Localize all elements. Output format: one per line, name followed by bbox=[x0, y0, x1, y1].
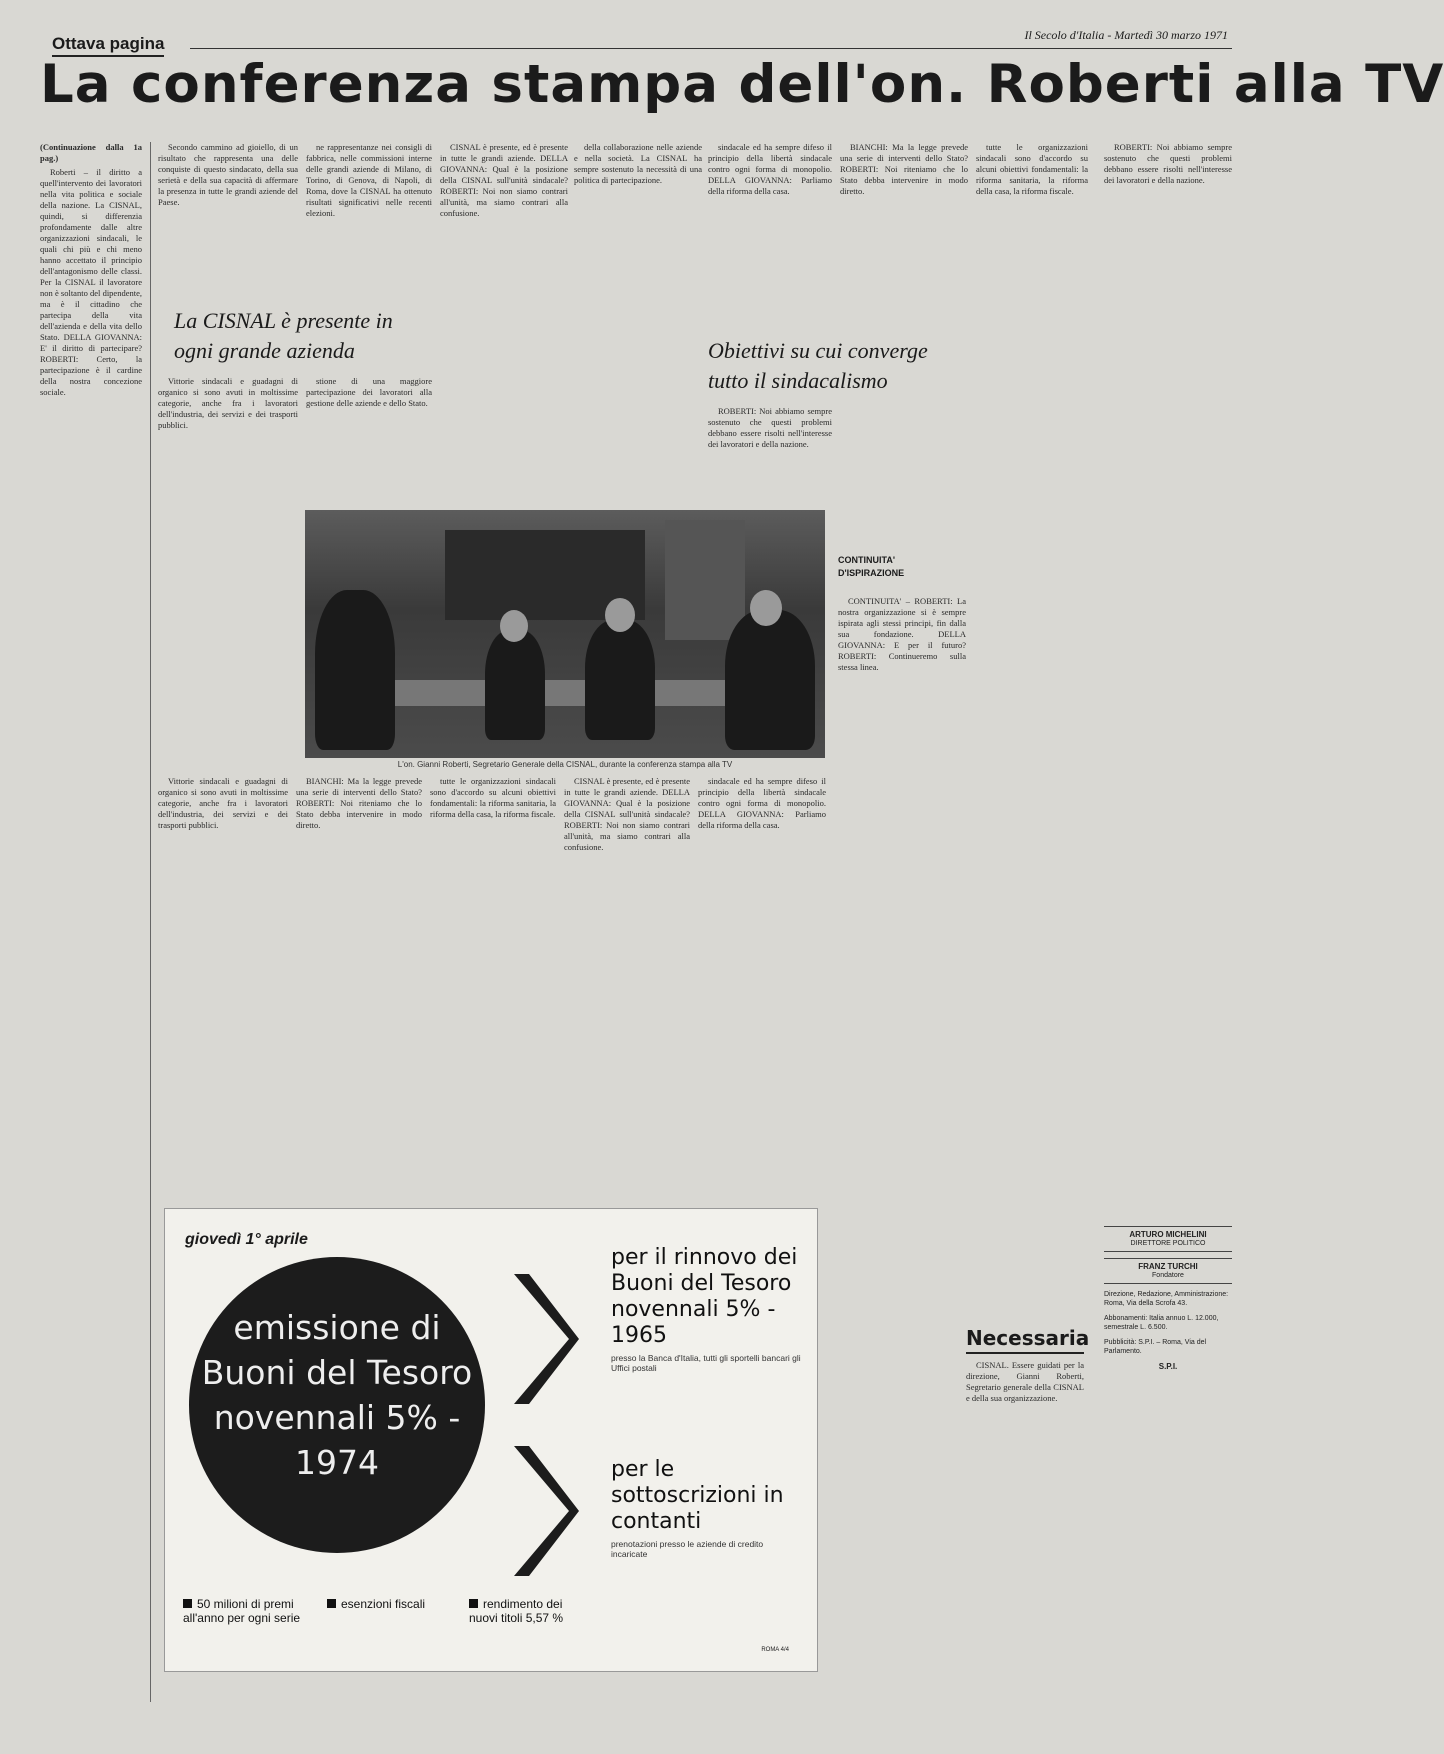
ad-feature-tax bbox=[327, 1597, 467, 1611]
column-text: BIANCHI: Ma la legge prevede una serie di interventi dello Stato? ROBERTI: Noi riteniamo che lo Stato debba intervenire in modo diretto. bbox=[840, 142, 968, 196]
article-column-1 bbox=[40, 142, 142, 1702]
subhead-cisnal: La CISNAL è presente in ogni grande azienda bbox=[174, 308, 393, 363]
ad-feature-yield bbox=[469, 1597, 589, 1625]
press-conference-photo bbox=[305, 510, 825, 758]
column-text: CISNAL è presente, ed è presente in tutte le grandi aziende. DELLA GIOVANNA: Qual è la posizione della CISNAL sull'unità sindacale? ROBERTI: Noi non siamo contrari all'unità, ma siamo contrari alla confusione. bbox=[440, 142, 568, 218]
column-text: Roberti – il diritto a quell'intervento dei lavoratori nella vita politica e sociale della nazione. La CISNAL, quindi, si differenzia profondamente dalle altre organizzazioni sindacali, le quali chi più e chi meno hanno accettato il principio dell'antagonismo delle classi. Per la CISNAL il lavoratore non è soltanto del dipendente, ma è il cittadino che partecipa della vita dell'azienda e della vita dello Stato. DELLA GIOVANNA: E' il diritto di partecipare? ROBERTI: Certo, la partecipazione è il cardine della nostra concezione sociale. bbox=[40, 167, 142, 397]
article-column-7 bbox=[708, 142, 832, 322]
ad-subscription-title: per le sottoscrizioni in contanti bbox=[611, 1457, 784, 1534]
column-text: BIANCHI: Ma la legge prevede una serie di interventi dello Stato? ROBERTI: Noi riteniamo che lo Stato debba intervenire in modo diretto. bbox=[296, 776, 422, 830]
article-column-9 bbox=[840, 142, 968, 542]
imprint-founder bbox=[1104, 1258, 1232, 1284]
subhead-continuita: CONTINUITA' D'ISPIRAZIONE bbox=[838, 555, 905, 578]
ad-renewal-title: per il rinnovo dei Buoni del Tesoro novennali 5% - 1965 bbox=[611, 1245, 798, 1348]
ad-circle-text: emissione di Buoni del Tesoro novennali 5% - 1974 bbox=[201, 1308, 473, 1482]
article-column-3 bbox=[306, 142, 432, 292]
imprint-block: Abbonamenti: Italia annuo L. 12.000, semestrale L. 6.500. bbox=[1104, 1315, 1219, 1331]
ad-feature-text: 50 milioni di premi all'anno per ogni serie bbox=[183, 1597, 301, 1625]
necessaria-text bbox=[966, 1360, 1084, 1720]
column-text: sindacale ed ha sempre difeso il principio della libertà sindacale contro ogni forma di monopolio. DELLA GIOVANNA: Parliamo della riforma della casa. bbox=[708, 142, 832, 196]
subhead-obiettivi: Obiettivi su cui converge tutto il sindacalismo bbox=[708, 338, 928, 393]
ad-date: giovedì 1° aprile bbox=[185, 1231, 308, 1248]
ad-feature-text: esenzioni fiscali bbox=[341, 1597, 426, 1611]
header-rule bbox=[190, 48, 1232, 49]
ad-subscription-block bbox=[611, 1457, 801, 1559]
column-text: della collaborazione nelle aziende e nella società. La CISNAL ha sempre sostenuto la necessità di una politica di partecipazione. bbox=[574, 142, 702, 185]
column-text: CISNAL è presente, ed è presente in tutte le grandi aziende. DELLA GIOVANNA: Qual è la posizione della CISNAL sull'unità sindacale? ROBERTI: Noi non siamo contrari all'unità, ma siamo contrari alla confusione. bbox=[564, 776, 690, 852]
ad-chevron-icon-bottom bbox=[509, 1441, 579, 1581]
article-column-15 bbox=[430, 776, 556, 1196]
article-column-6 bbox=[574, 142, 702, 502]
article-column-2 bbox=[158, 142, 298, 292]
imprint-director bbox=[1104, 1226, 1232, 1252]
column-text: Secondo cammino ad gioiello, di un risultato che rappresenta una delle conquiste di questo sindacato, della sua serietà e della sua capacità di affermare la presenza in tutte le grandi aziende del Paese. bbox=[158, 142, 298, 207]
article-column-4 bbox=[158, 376, 298, 502]
column-text: Vittorie sindacali e guadagni di organico si sono avuti in moltissime categorie, anche fra i lavoratori dell'industria, dei servizi e dei trasporti pubblici. bbox=[158, 776, 288, 830]
bullet-square-icon bbox=[327, 1599, 336, 1608]
article-column-16 bbox=[564, 776, 690, 1196]
article-column-10 bbox=[976, 142, 1088, 1312]
imprint-block: Direzione, Redazione, Amministrazione: Roma, Via della Scrofa 43. bbox=[1104, 1291, 1229, 1307]
column-text: ROBERTI: Noi abbiamo sempre sostenuto che questi problemi debbano essere risolti nell'interesse dei lavoratori e della nazione. bbox=[1104, 142, 1232, 185]
masthead-date: Il Secolo d'Italia - Martedì 30 marzo 1971 bbox=[1024, 28, 1228, 42]
ad-subscription-note: prenotazioni presso le aziende di credito incaricate bbox=[611, 1539, 764, 1559]
bond-advertisement bbox=[164, 1208, 818, 1672]
article-column-12 bbox=[838, 596, 966, 1722]
ad-code: ROMA 4/4 bbox=[761, 1647, 789, 1653]
continuation-kicker: (Continuazione dalla 1a pag.) bbox=[40, 142, 142, 163]
article-column-5 bbox=[440, 142, 568, 502]
column-text: CONTINUITA' – ROBERTI: La nostra organizzazione si è sempre ispirata agli stessi principi, fin dalla sua fondazione. DELLA GIOVANNA: E per il futuro? ROBERTI: Continueremo sulla stessa linea. bbox=[838, 596, 966, 672]
section-label: Ottava pagina bbox=[52, 34, 164, 57]
director-role: DIRETTORE POLITICO bbox=[1130, 1240, 1206, 1247]
ad-feature-text: rendimento dei nuovi titoli 5,57 % bbox=[469, 1597, 564, 1625]
imprint-block: Pubblicità: S.P.I. – Roma, Via del Parlamento. bbox=[1104, 1339, 1207, 1355]
column-text: Vittorie sindacali e guadagni di organico si sono avuti in moltissime categorie, anche fra i lavoratori dell'industria, dei servizi e dei trasporti pubblici. bbox=[158, 376, 298, 430]
article-column-13 bbox=[158, 776, 288, 1196]
article-column-8 bbox=[708, 406, 832, 502]
necessaria-rule bbox=[966, 1352, 1084, 1354]
article-column-11 bbox=[1104, 142, 1232, 1212]
director-name: ARTURO MICHELINI bbox=[1129, 1230, 1207, 1239]
founder-name: FRANZ TURCHI bbox=[1138, 1262, 1198, 1271]
founder-role: Fondatore bbox=[1152, 1272, 1184, 1279]
article-column-17 bbox=[698, 776, 826, 1196]
column-text: CISNAL. Essere guidati per la direzione, Gianni Roberti, Segretario generale della CISNAL e della sua organizzazione. bbox=[966, 1360, 1084, 1403]
column-text: tutte le organizzazioni sindacali sono d'accordo su alcuni obiettivi fondamentali: la riforma sanitaria, la riforma della casa, la riforma fiscale. bbox=[430, 776, 556, 819]
ad-renewal-block bbox=[611, 1245, 801, 1373]
column-text: sindacale ed ha sempre difeso il principio della libertà sindacale contro ogni forma di monopolio. DELLA GIOVANNA: Parliamo della riforma della casa. bbox=[698, 776, 826, 830]
headline: La conferenza stampa dell'on. Roberti alla TV bbox=[40, 54, 1444, 115]
ad-renewal-note: presso la Banca d'Italia, tutti gli sportelli bancari gli Uffici postali bbox=[611, 1353, 801, 1373]
column-text: stione di una maggiore partecipazione dei lavoratori alla gestione delle aziende e dello Stato. bbox=[306, 376, 432, 408]
article-column-14 bbox=[296, 776, 422, 1196]
photo-caption: L'on. Gianni Roberti, Segretario Generale della CISNAL, durante la conferenza stampa alla TV bbox=[397, 760, 733, 769]
column-rule bbox=[150, 142, 151, 1702]
bullet-square-icon bbox=[183, 1599, 192, 1608]
article-column-4b bbox=[306, 376, 432, 502]
imprint-box bbox=[1104, 1226, 1232, 1706]
imprint-spi: S.P.I. bbox=[1158, 1362, 1178, 1371]
bullet-square-icon bbox=[469, 1599, 478, 1608]
necessaria-title: Necessaria bbox=[966, 1326, 1090, 1350]
ad-feature-prizes bbox=[183, 1597, 333, 1625]
column-text: ROBERTI: Noi abbiamo sempre sostenuto che questi problemi debbano essere risolti nell'interesse dei lavoratori e della nazione. bbox=[708, 406, 832, 449]
ad-chevron-icon-top bbox=[509, 1269, 579, 1409]
column-text: tutte le organizzazioni sindacali sono d'accordo su alcuni obiettivi fondamentali: la riforma sanitaria, la riforma della casa, la riforma fiscale. bbox=[976, 142, 1088, 196]
column-text: ne rappresentanze nei consigli di fabbrica, nelle commissioni interne delle grandi aziende di Milano, di Torino, di Genova, di Napoli, di Roma, dove la CISNAL ha ottenuto risultati significativi nelle recenti elezioni. bbox=[306, 142, 432, 218]
